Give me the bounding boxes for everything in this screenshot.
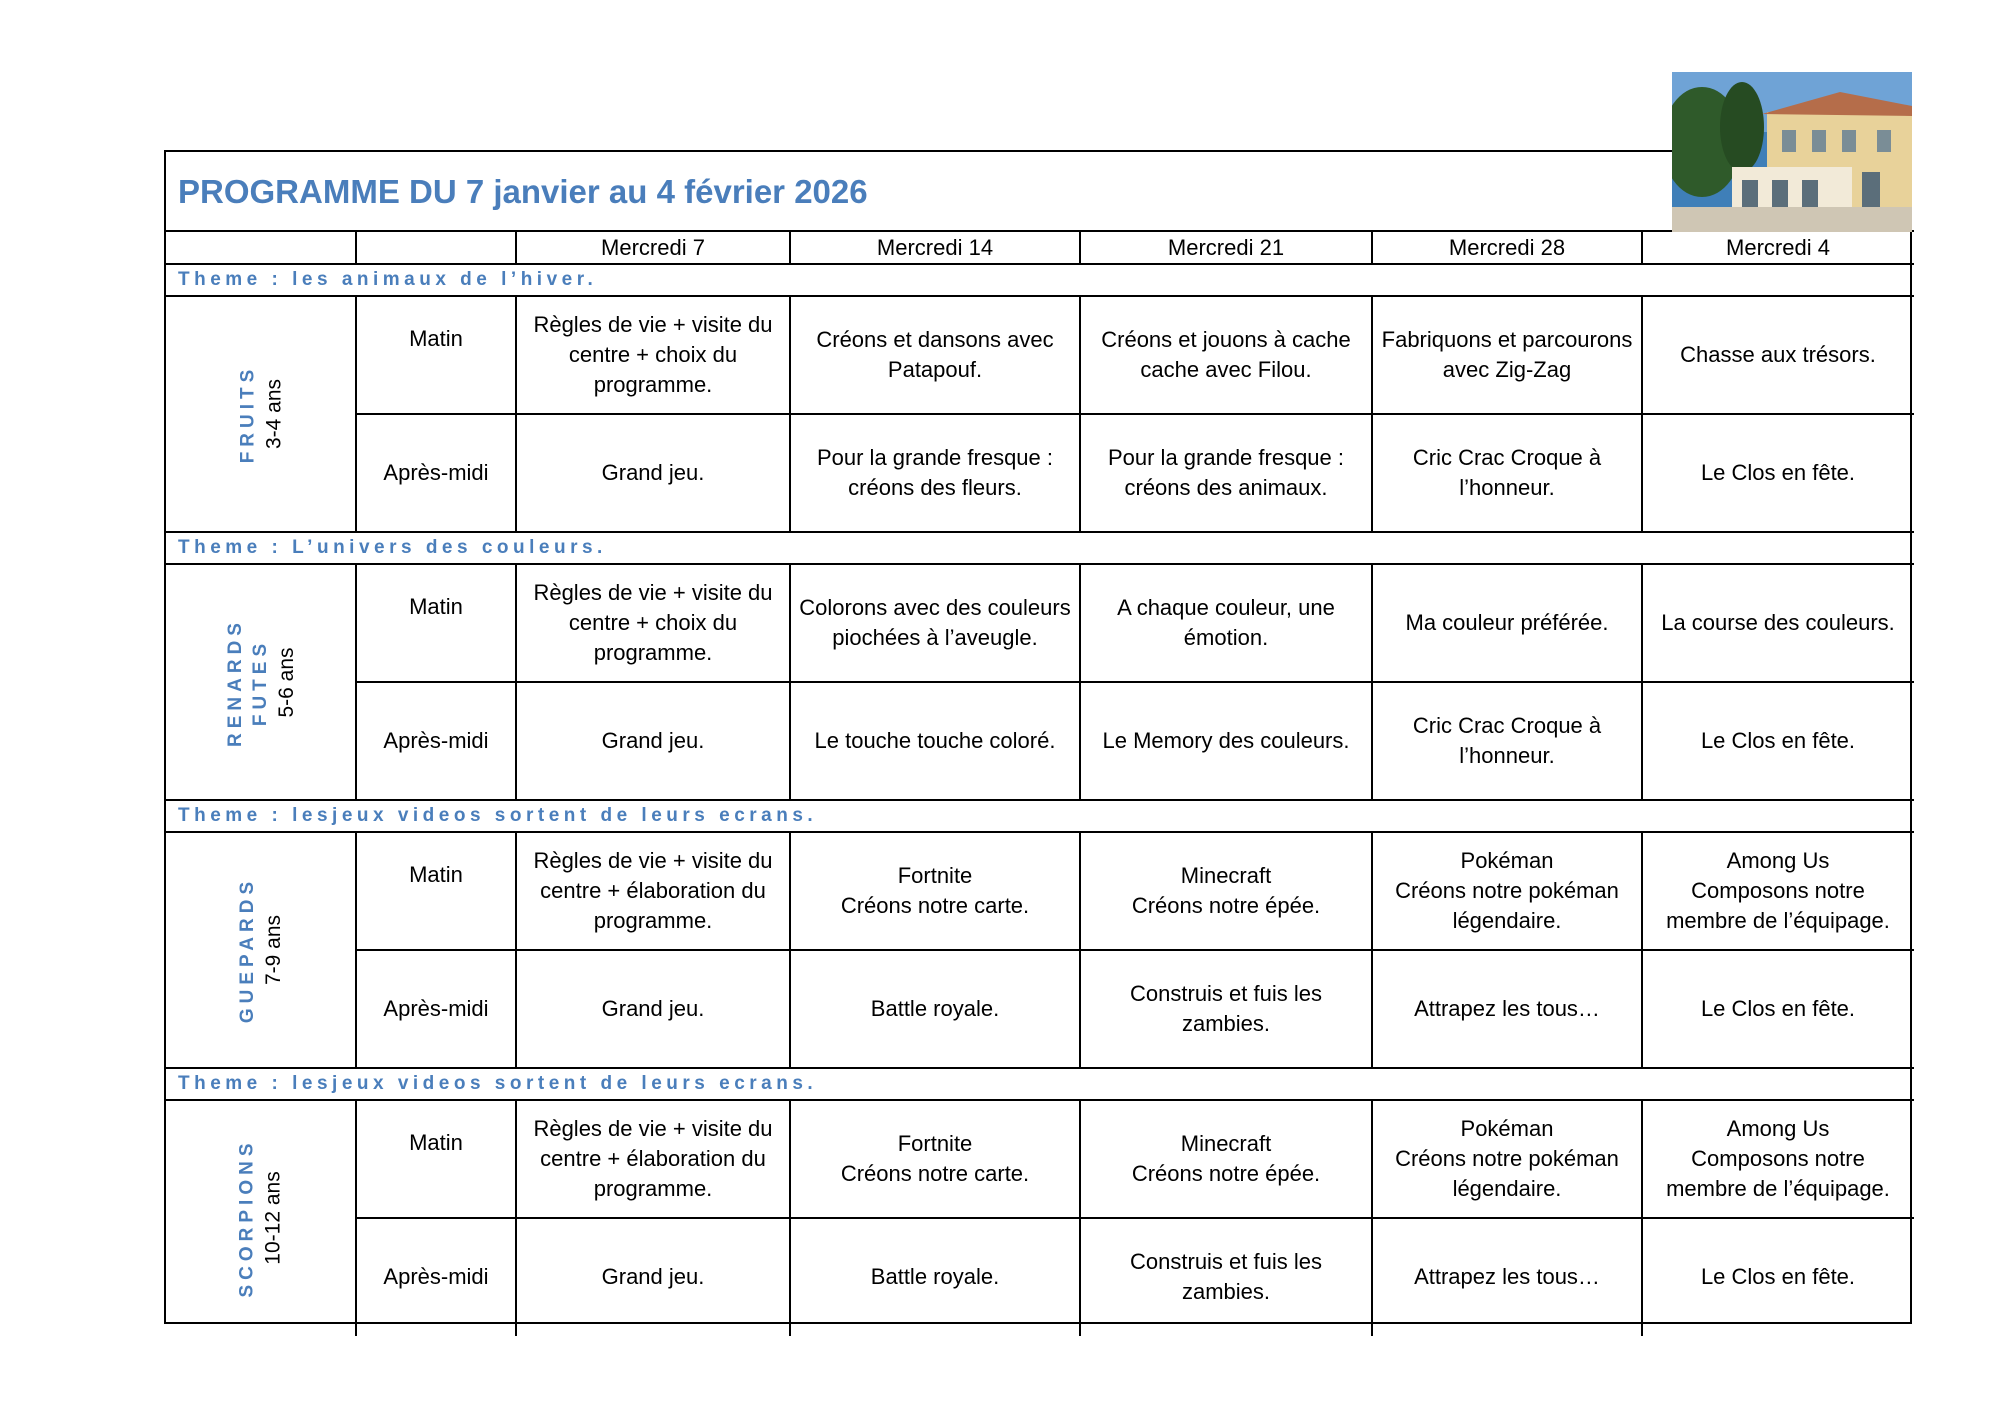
activity-text: Ma couleur préférée.: [1405, 610, 1609, 635]
activity-cell: [1080, 296, 1372, 414]
activity-cell: [516, 832, 790, 950]
activity-cell: [1642, 564, 1914, 682]
group-name: RENARDS: [224, 617, 246, 747]
activity-cell: [1080, 564, 1372, 682]
morning-slot-label: Matin: [409, 1130, 463, 1155]
activity-text: Minecraft Créons notre épée.: [1131, 863, 1321, 918]
activity-cell: [516, 950, 790, 1068]
activity-cell: [516, 1100, 790, 1218]
activity-text: Pokéman Créons notre pokéman légendaire.: [1395, 1116, 1619, 1201]
activity-text: Le touche touche coloré.: [814, 728, 1056, 753]
activity-cell: [1080, 950, 1372, 1068]
building-photo-icon: [1672, 72, 1912, 232]
activity-text: Attrapez les tous…: [1414, 1264, 1600, 1289]
activity-cell: [516, 1218, 790, 1336]
activity-cell: [1372, 1100, 1642, 1218]
group-age: 10-12 ans: [262, 1171, 285, 1265]
activity-cell: [1372, 414, 1642, 532]
activity-text: Créons et jouons à cache cache avec Filou.: [1101, 327, 1351, 382]
day-header: Mercredi 14: [876, 235, 994, 260]
activity-text: Battle royale.: [870, 996, 1000, 1021]
activity-text: Créons et dansons avec Patapouf.: [816, 327, 1054, 382]
activity-text: Colorons avec des couleurs piochées à l’aveugle.: [799, 595, 1071, 650]
theme-label: Theme : les animaux de l’hiver.: [178, 269, 598, 290]
activity-cell: [790, 682, 1080, 800]
afternoon-slot-label: Après-midi: [383, 728, 489, 753]
activity-text: Règles de vie + visite du centre + choix du programme.: [533, 580, 773, 665]
program-table: [164, 150, 1912, 1324]
activity-text: Pour la grande fresque : créons des fleurs.: [816, 445, 1054, 500]
afternoon-slot-label: Après-midi: [383, 996, 489, 1021]
theme-label: Theme : lesjeux videos sortent de leurs ecrans.: [178, 805, 818, 826]
group-name: SCORPIONS: [237, 1138, 258, 1298]
group-label: [166, 296, 356, 532]
activity-cell: [1080, 832, 1372, 950]
activity-cell: [1080, 1100, 1372, 1218]
morning-slot-label: Matin: [409, 594, 463, 619]
activity-cell: [516, 564, 790, 682]
activity-cell: [790, 564, 1080, 682]
activity-text: Le Memory des couleurs.: [1102, 728, 1350, 753]
afternoon-slot-label: Après-midi: [383, 460, 489, 485]
activity-cell: [790, 950, 1080, 1068]
activity-text: Minecraft Créons notre épée.: [1131, 1131, 1321, 1186]
activity-text: Fortnite Créons notre carte.: [840, 1131, 1030, 1186]
activity-text: Among Us Composons notre membre de l’équipage.: [1666, 1116, 1890, 1201]
activity-text: Grand jeu.: [601, 996, 705, 1021]
activity-text: Grand jeu.: [601, 460, 705, 485]
activity-cell: [1372, 296, 1642, 414]
group-age: 5-6 ans: [274, 646, 298, 718]
activity-cell: [1642, 832, 1914, 950]
group-label: [166, 1100, 356, 1336]
morning-slot-label: Matin: [409, 326, 463, 351]
activity-text: Construis et fuis les zambies.: [1130, 1249, 1322, 1304]
activity-cell: [516, 682, 790, 800]
page-title: PROGRAMME DU 7 janvier au 4 février 2026: [178, 173, 868, 210]
activity-cell: [1642, 682, 1914, 800]
activity-cell: [790, 1218, 1080, 1336]
activity-text: Règles de vie + visite du centre + choix du programme.: [533, 312, 773, 397]
activity-cell: [1080, 682, 1372, 800]
activity-text: Among Us Composons notre membre de l’équipage.: [1666, 848, 1890, 933]
group-age: 3-4 ans: [261, 378, 285, 450]
activity-cell: [1372, 682, 1642, 800]
activity-cell: [1080, 414, 1372, 532]
activity-text: Le Clos en fête.: [1700, 460, 1856, 485]
theme-label: Theme : L’univers des couleurs.: [178, 537, 607, 558]
activity-cell: [790, 296, 1080, 414]
activity-text: Fabriquons et parcourons avec Zig-Zag: [1381, 327, 1633, 382]
activity-text: Battle royale.: [870, 1264, 1000, 1289]
group-name: FRUITS: [236, 364, 258, 464]
activity-cell: [790, 414, 1080, 532]
activity-text: Le Clos en fête.: [1700, 996, 1856, 1021]
activity-text: Pour la grande fresque : créons des animaux.: [1107, 445, 1345, 500]
activity-text: Construis et fuis les zambies.: [1130, 981, 1322, 1036]
activity-cell: [790, 1100, 1080, 1218]
activity-cell: [1080, 1218, 1372, 1336]
activity-text: Cric Crac Croque à l’honneur.: [1412, 445, 1602, 500]
activity-text: Le Clos en fête.: [1700, 728, 1856, 753]
activity-text: Fortnite Créons notre carte.: [840, 863, 1030, 918]
activity-cell: [1642, 950, 1914, 1068]
activity-text: La course des couleurs.: [1661, 610, 1895, 635]
activity-text: Le Clos en fête.: [1700, 1264, 1856, 1289]
group-age: 7-9 ans: [262, 914, 285, 986]
activity-text: Chasse aux trésors.: [1680, 342, 1876, 367]
day-header: Mercredi 28: [1448, 235, 1566, 260]
day-header: Mercredi 7: [601, 235, 705, 260]
activity-cell: [1372, 564, 1642, 682]
activity-text: Règles de vie + visite du centre + élaboration du programme.: [533, 848, 773, 933]
activity-cell: [1642, 1218, 1914, 1336]
activity-text: Attrapez les tous…: [1414, 996, 1600, 1021]
activity-cell: [516, 414, 790, 532]
activity-text: Pokéman Créons notre pokéman légendaire.: [1395, 848, 1619, 933]
activity-cell: [1372, 950, 1642, 1068]
activity-cell: [790, 832, 1080, 950]
activity-cell: [516, 296, 790, 414]
activity-cell: [1642, 414, 1914, 532]
group-name: FUTES: [249, 638, 271, 726]
theme-label: Theme : lesjeux videos sortent de leurs ecrans.: [178, 1073, 818, 1094]
activity-cell: [1642, 296, 1914, 414]
activity-cell: [1372, 1218, 1642, 1336]
morning-slot-label: Matin: [409, 862, 463, 887]
activity-cell: [1372, 832, 1642, 950]
activity-text: Cric Crac Croque à l’honneur.: [1412, 713, 1602, 768]
day-header: Mercredi 21: [1167, 235, 1285, 260]
group-label: [166, 564, 356, 800]
activity-text: Grand jeu.: [601, 728, 705, 753]
day-header: Mercredi 4: [1726, 235, 1830, 260]
activity-text: A chaque couleur, une émotion.: [1117, 595, 1335, 650]
group-label: [166, 832, 356, 1068]
group-name: GUEPARDS: [237, 876, 258, 1024]
activity-text: Règles de vie + visite du centre + élaboration du programme.: [533, 1116, 773, 1201]
afternoon-slot-label: Après-midi: [383, 1264, 489, 1289]
activity-cell: [1642, 1100, 1914, 1218]
activity-text: Grand jeu.: [601, 1264, 705, 1289]
